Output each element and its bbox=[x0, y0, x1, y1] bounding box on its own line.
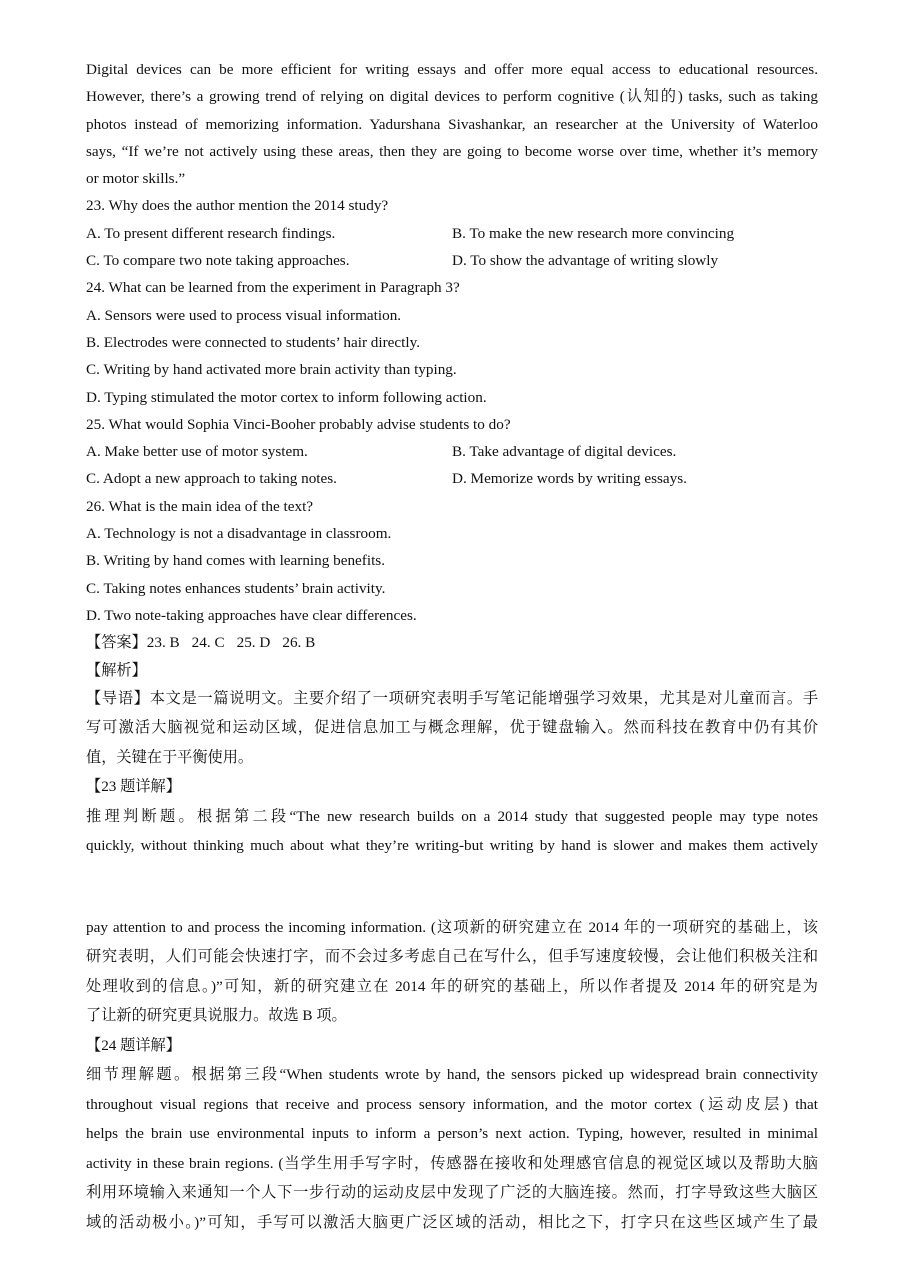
option-row bbox=[86, 220, 818, 247]
option: D. Typing stimulated the motor cortex to inform following action. bbox=[86, 388, 487, 406]
question-stem: 26. What is the main idea of the text? bbox=[86, 497, 314, 515]
option: A. Technology is not a disadvantage in classroom. bbox=[86, 525, 392, 543]
detail-line: helps the brain use environmental inputs to inform a person’s next action. Typing, however, resulted in minimal bbox=[86, 1125, 818, 1143]
detail-line: 处理收到的信息。)”可知，新的研究建立在 2014 年的研究的基础上，所以作者提及 2014 年的研究是为 bbox=[86, 977, 818, 995]
answer-item: 26. B bbox=[282, 634, 316, 652]
detail-line: 了让新的研究更具说服力。故选 B 项。 bbox=[86, 1007, 347, 1025]
guide-line: 值，关键在于平衡使用。 bbox=[86, 748, 254, 766]
detail-line: quickly, without thinking much about what they’re writing-but writing by hand is slower and makes them actively bbox=[86, 837, 818, 855]
answer-line bbox=[86, 629, 818, 656]
option: C. Writing by hand activated more brain activity than typing. bbox=[86, 361, 457, 379]
detail-line: activity in these brain regions. (当学生用手写字时，传感器在接收和处理感官信息的视觉区域以及帮助大脑 bbox=[86, 1154, 818, 1172]
detail-line: 研究表明，人们可能会快速打字，而不会过多考虑自己在写什么，但手写速度较慢，会让他们积极关注和 bbox=[86, 948, 818, 966]
detail-heading: 【24 题详解】 bbox=[86, 1036, 181, 1054]
option: D. To show the advantage of writing slowly bbox=[452, 252, 719, 270]
analysis-label: 【解析】 bbox=[86, 661, 147, 679]
answer-item: 25. D bbox=[236, 634, 271, 652]
option: A. Sensors were used to process visual information. bbox=[86, 306, 402, 324]
passage-line: Digital devices can be more efficient for writing essays and offer more equal access to educational resources. bbox=[86, 61, 818, 78]
detail-line: throughout visual regions that receive and process sensory information, and the motor cortex (运动皮层) that bbox=[86, 1095, 818, 1113]
guide-paragraph bbox=[86, 684, 818, 773]
detail-paragraph bbox=[86, 1060, 818, 1237]
detail-heading: 【23 题详解】 bbox=[86, 778, 181, 796]
detail-line: 推理判断题。根据第二段“The new research builds on a 2014 study that suggested people may type notes bbox=[86, 807, 818, 825]
option: C. To compare two note taking approaches. bbox=[86, 252, 350, 270]
option: A. To present different research findings. bbox=[86, 224, 336, 242]
document-page bbox=[86, 56, 818, 1237]
option: B. Writing by hand comes with learning benefits. bbox=[86, 552, 386, 570]
passage-line: or motor skills.” bbox=[86, 170, 186, 188]
option: B. Electrodes were connected to students’ hair directly. bbox=[86, 333, 420, 351]
question-stem: 24. What can be learned from the experiment in Paragraph 3? bbox=[86, 279, 460, 297]
detail-line: 利用环境输入来通知一个人下一步行动的运动皮层中发现了广泛的大脑连接。然而，打字导致这些大脑区 bbox=[86, 1184, 818, 1202]
answer-label: 【答案】 bbox=[86, 634, 147, 652]
option: B. To make the new research more convincing bbox=[452, 224, 735, 242]
question-stem: 23. Why does the author mention the 2014 study? bbox=[86, 197, 389, 215]
passage-paragraph bbox=[86, 56, 818, 192]
detail-line: 细节理解题。根据第三段“When students wrote by hand, the sensors picked up widespread brain connectivity bbox=[86, 1066, 818, 1084]
detail-line: pay attention to and process the incoming information. (这项新的研究建立在 2014 年的一项研究的基础上，该 bbox=[86, 918, 818, 936]
option: C. Taking notes enhances students’ brain activity. bbox=[86, 579, 386, 597]
guide-line: 【导语】本文是一篇说明文。主要介绍了一项研究表明手写笔记能增强学习效果，尤其是对儿童而言。手 bbox=[86, 689, 818, 707]
detail-paragraph bbox=[86, 913, 818, 1031]
passage-line: photos instead of memorizing information. Yadurshana Sivashankar, an researcher at the University of Waterloo bbox=[86, 115, 818, 133]
question-stem: 25. What would Sophia Vinci-Booher probably advise students to do? bbox=[86, 415, 511, 433]
option-row bbox=[86, 465, 818, 492]
option: D. Two note-taking approaches have clear differences. bbox=[86, 606, 417, 624]
option: D. Memorize words by writing essays. bbox=[452, 470, 687, 488]
spacer bbox=[86, 861, 818, 913]
answer-item: 23. B bbox=[146, 634, 180, 652]
option: C. Adopt a new approach to taking notes. bbox=[86, 470, 337, 488]
passage-line: However, there’s a growing trend of relying on digital devices to perform cognitive (认知的) tasks, such as taking bbox=[86, 88, 818, 106]
option: B. Take advantage of digital devices. bbox=[452, 443, 677, 461]
passage-line: says, “If we’re not actively using these areas, then they are going to become worse over time, whether it’s memory bbox=[86, 142, 818, 160]
detail-paragraph bbox=[86, 802, 818, 861]
option-row bbox=[86, 438, 818, 465]
option-row bbox=[86, 247, 818, 274]
option: A. Make better use of motor system. bbox=[86, 443, 308, 461]
detail-line: 域的活动极小。)”可知，手写可以激活大脑更广泛区域的活动，相比之下，打字只在这些区域产生了最 bbox=[86, 1213, 818, 1231]
answer-item: 24. C bbox=[191, 634, 225, 652]
guide-line: 写可激活大脑视觉和运动区域，促进信息加工与概念理解，优于键盘输入。然而科技在教育中仍有其价 bbox=[86, 719, 818, 737]
